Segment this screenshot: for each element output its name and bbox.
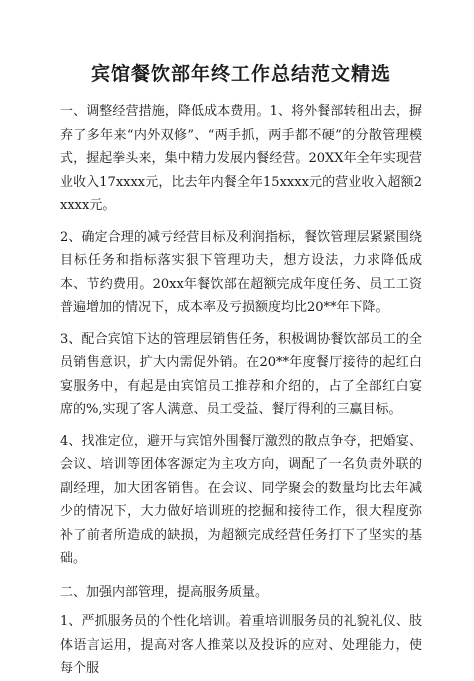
paragraph-positioning: 4、找准定位，避开与宾馆外围餐厅激烈的散点争夺，把婚宴、会议、培训等团体客源定为主攻方向，调配了一名负责外联的副经理，加大团客销售。在会议、同学聚会的数量均比去年减少的情况下，大力做好培训班的挖掘和接待工作，很大程度弥补了前者所造成的缺损，为超额完成经营任务打下了坚实的基础。 [60,433,422,566]
paragraph-cost-reduction: 一、调整经营措施，降低成本费用。1、将外餐部转租出去，摒弃了多年来“内外双修”、“两手抓，两手都不硬”的分散管理模式，握起拳头来，集中精力发展内餐经营。20XX年全年实现营业收入17xxxx元，比去年内餐全年15xxxx元的营业收入超额2xxxx元。 [60,104,422,213]
document-title: 宾馆餐饮部年终工作总结范文精选 [90,63,391,85]
paragraph-sales-tasks: 3、配合宾馆下达的管理层销售任务，积极调协餐饮部员工的全员销售意识，扩大内需促外销。在20**年度餐厅接待的起红白宴服务中，有起是由宾馆员工推荐和介绍的，占了全部红白宴席的%,实现了客人满意、员工受益、餐厅得利的三赢目标。 [60,331,422,417]
paragraph-loss-targets: 2、确定合理的减亏经营目标及利润指标，餐饮管理层紧紧围绕目标任务和指标落实狠下管理功夫，想方设法，力求降低成本、节约费用。20xx年餐饮部在超额完成年度任务、员工工资普遍增加的情况下，成本率及亏损额度均比20**年下降。 [60,229,422,315]
paragraph-staff-training: 1、严抓服务员的个性化培训。着重培训服务员的礼貌礼仪、肢体语言运用，提高对客人推菜以及投诉的应对、处理能力，使每个服 [60,614,422,676]
section-heading-internal-management: 二、加强内部管理，提高服务质量。 [60,584,269,600]
